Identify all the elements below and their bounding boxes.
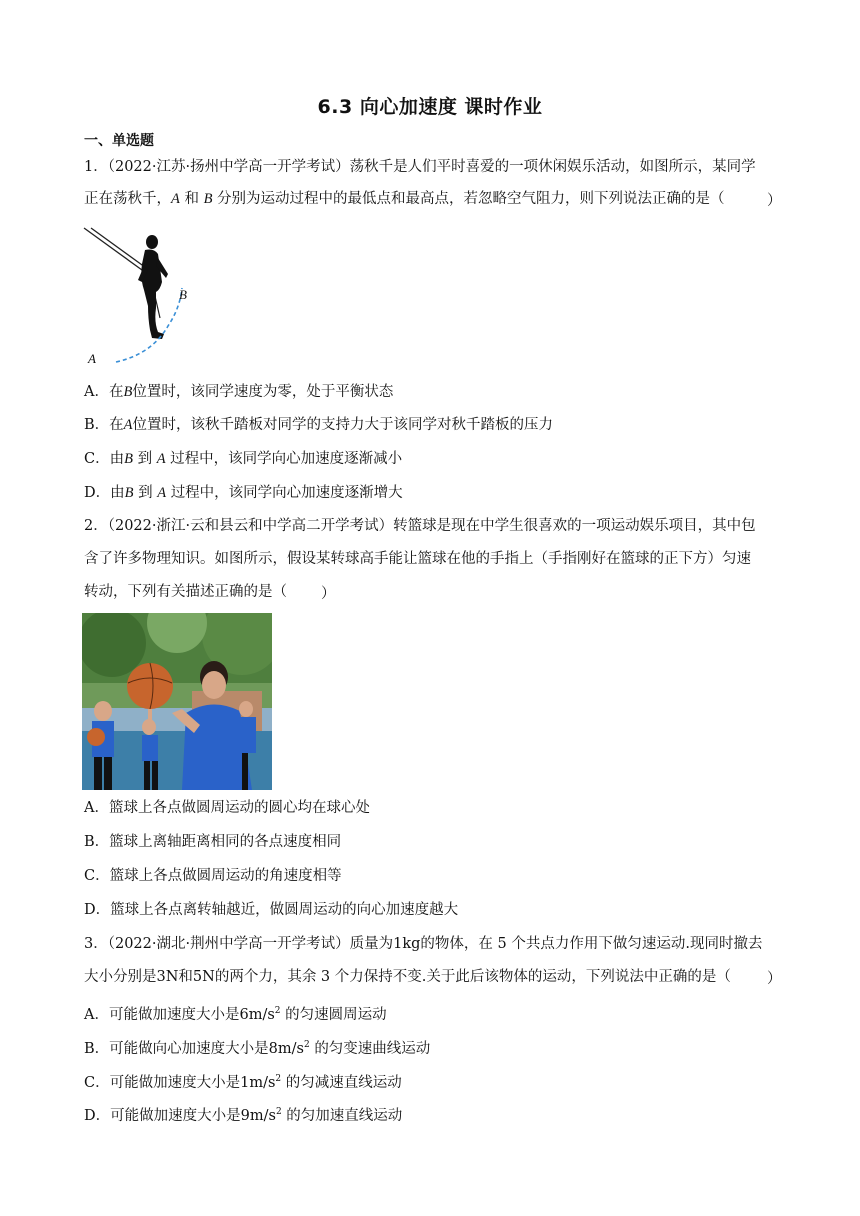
q3-answer-paren: ） — [767, 971, 782, 987]
page-title: 6.3 向心加速度 课时作业 — [317, 96, 543, 118]
q3-stem-line2: 大小分别是3N和5N的两个力，其余 3 个力保持不变.关于此后该物体的运动，下列说法中正确的是（ — [84, 969, 731, 985]
figure-label-A: A — [88, 351, 96, 366]
section-heading: 一、单选题 — [84, 133, 154, 149]
swing-figure — [82, 226, 194, 368]
q3-stem-line1: 3．（2022·湖北·荆州中学高一开学考试）质量为1kg的物体，在 5 个共点力作用下做匀速运动.现同时撤去 — [84, 936, 763, 952]
q2-answer-paren: ） — [321, 586, 336, 602]
basketball-photo — [82, 613, 272, 790]
q2-option-b: B．篮球上离轴距离相同的各点速度相同 — [84, 834, 342, 850]
q3-option-a: A．可能做加速度大小是$6m/s^2$ 的匀速圆周运动 — [84, 1006, 387, 1023]
q1-option-a: A．在B位置时，该同学速度为零，处于平衡状态 — [84, 384, 394, 400]
q2-option-d: D．篮球上各点离转轴越近，做圆周运动的向心加速度越大 — [84, 902, 459, 918]
q2-stem-line3: 转动，下列有关描述正确的是（ — [84, 584, 287, 600]
q2-stem-line2: 含了许多物理知识。如图所示，假设某转球高手能让篮球在他的手指上（手指刚好在篮球的正下方）匀速 — [84, 551, 751, 567]
q1-stem-line1: 1．（2022·江苏·扬州中学高一开学考试）荡秋千是人们平时喜爱的一项休闲娱乐活动，如图所示，某同学 — [84, 159, 756, 175]
figure-label-B: B — [179, 287, 187, 302]
q2-stem-line1: 2．（2022·浙江·云和县云和中学高二开学考试）转篮球是现在中学生很喜欢的一项运动娱乐项目，其中包 — [84, 518, 756, 534]
q3-option-b: B．可能做向心加速度大小是$8m/s^2$ 的匀变速曲线运动 — [84, 1040, 431, 1057]
q1-option-b: B．在A位置时，该秋千踏板对同学的支持力大于该同学对秋千踏板的压力 — [84, 417, 554, 433]
q3-option-d: D．可能做加速度大小是$9m/s^2$ 的匀加速直线运动 — [84, 1107, 403, 1124]
q1-option-c: C．由B 到 A 过程中，该同学向心加速度逐渐减小 — [84, 451, 403, 467]
q1-stem-line2: 正在荡秋千，A 和 B 分别为运动过程中的最低点和最高点，若忽略空气阻力，则下列说法正确的是（ — [84, 191, 725, 207]
q1-answer-paren: ） — [767, 193, 782, 209]
q3-option-c: C．可能做加速度大小是$1m/s^2$ 的匀减速直线运动 — [84, 1074, 402, 1091]
q2-option-a: A．篮球上各点做圆周运动的圆心均在球心处 — [84, 800, 370, 816]
q1-option-d: D．由B 到 A 过程中，该同学向心加速度逐渐增大 — [84, 485, 403, 501]
q2-option-c: C．篮球上各点做圆周运动的角速度相等 — [84, 868, 342, 884]
